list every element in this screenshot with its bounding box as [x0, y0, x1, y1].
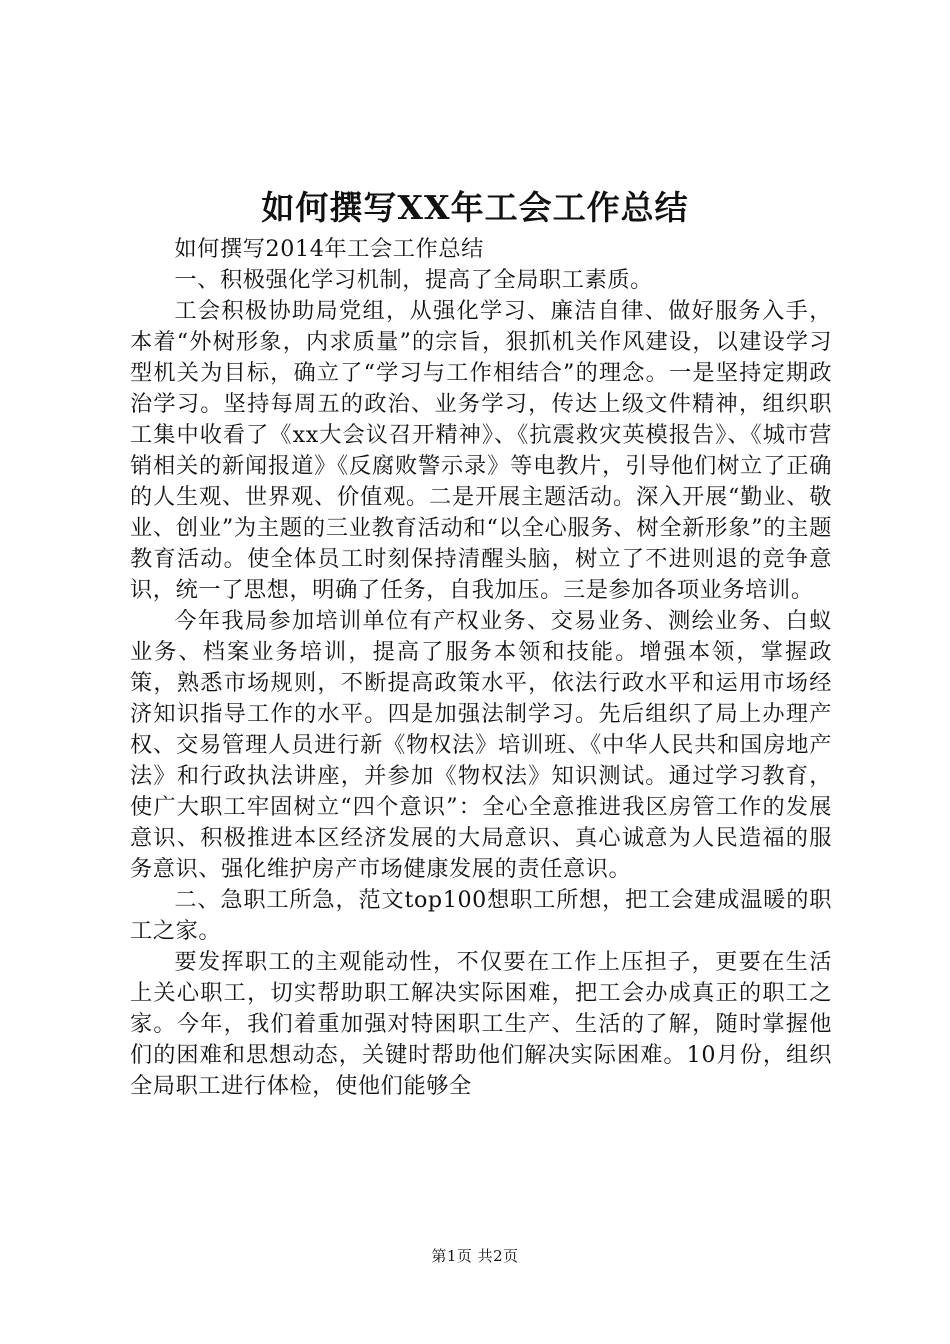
- paragraph-study-mechanism: 工会积极协助局党组，从强化学习、廉洁自律、做好服务入手，本着“外树形象，内求质量”的宗旨，狠抓机关作风建设，以建设学习型机关为目标，确立了“学习与工作相结合”的理念。一是坚持定期政治学习。坚持每周五的政治、业务学习，传达上级文件精神，组织职工集中收看了《xx大会议召开精神》、《抗震救灾英模报告》、《城市营销相关的新闻报道》《反腐败警示录》等电教片，引导他们树立了正确的人生观、世界观、价值观。二是开展主题活动。深入开展“勤业、敬业、创业”为主题的三业教育活动和“以全心服务、树全新形象”的主题教育活动。使全体员工时刻保持清醒头脑，树立了不进则退的竞争意识，统一了思想，明确了任务，自我加压。三是参加各项业务培训。: [130, 298, 832, 603]
- paragraph-heading-1: 一、积极强化学习机制，提高了全局职工素质。: [174, 267, 653, 293]
- paragraph-heading-2: 二、急职工所急，范文top100想职工所想，把工会建成温暖的职工之家。: [130, 887, 832, 944]
- paragraph-subtitle: 如何撰写2014年工会工作总结: [174, 236, 484, 262]
- paragraph-care-for-staff: 要发挥职工的主观能动性，不仅要在工作上压担子，更要在生活上关心职工，切实帮助职工解决实际困难，把工会办成真正的职工之家。今年，我们着重加强对特困职工生产、生活的了解，随时掌握他们的困难和思想动态，关键时帮助他们解决实际困难。10月份，组织全局职工进行体检，使他们能够全: [130, 949, 832, 1099]
- paragraph-training: 今年我局参加培训单位有产权业务、交易业务、测绘业务、白蚁业务、档案业务培训，提高了服务本领和技能。增强本领，掌握政策，熟悉市场规则，不断提高政策水平，依法行政水平和运用市场经济知识指导工作的水平。四是加强法制学习。先后组织了局上办理产权、交易管理人员进行新《物权法》培训班、《中华人民共和国房地产法》和行政执法讲座，并参加《物权法》知识测试。通过学习教育，使广大职工牢固树立“四个意识”：全心全意推进我区房管工作的发展意识、积极推进本区经济发展的大局意识、真心诚意为人民造福的服务意识、强化维护房产市场健康发展的责任意识。: [130, 608, 832, 882]
- page-indicator: 第1页 共2页: [431, 1247, 519, 1265]
- document-body: [130, 234, 832, 1102]
- document-title: 如何撰写XX年工会工作总结: [261, 188, 689, 227]
